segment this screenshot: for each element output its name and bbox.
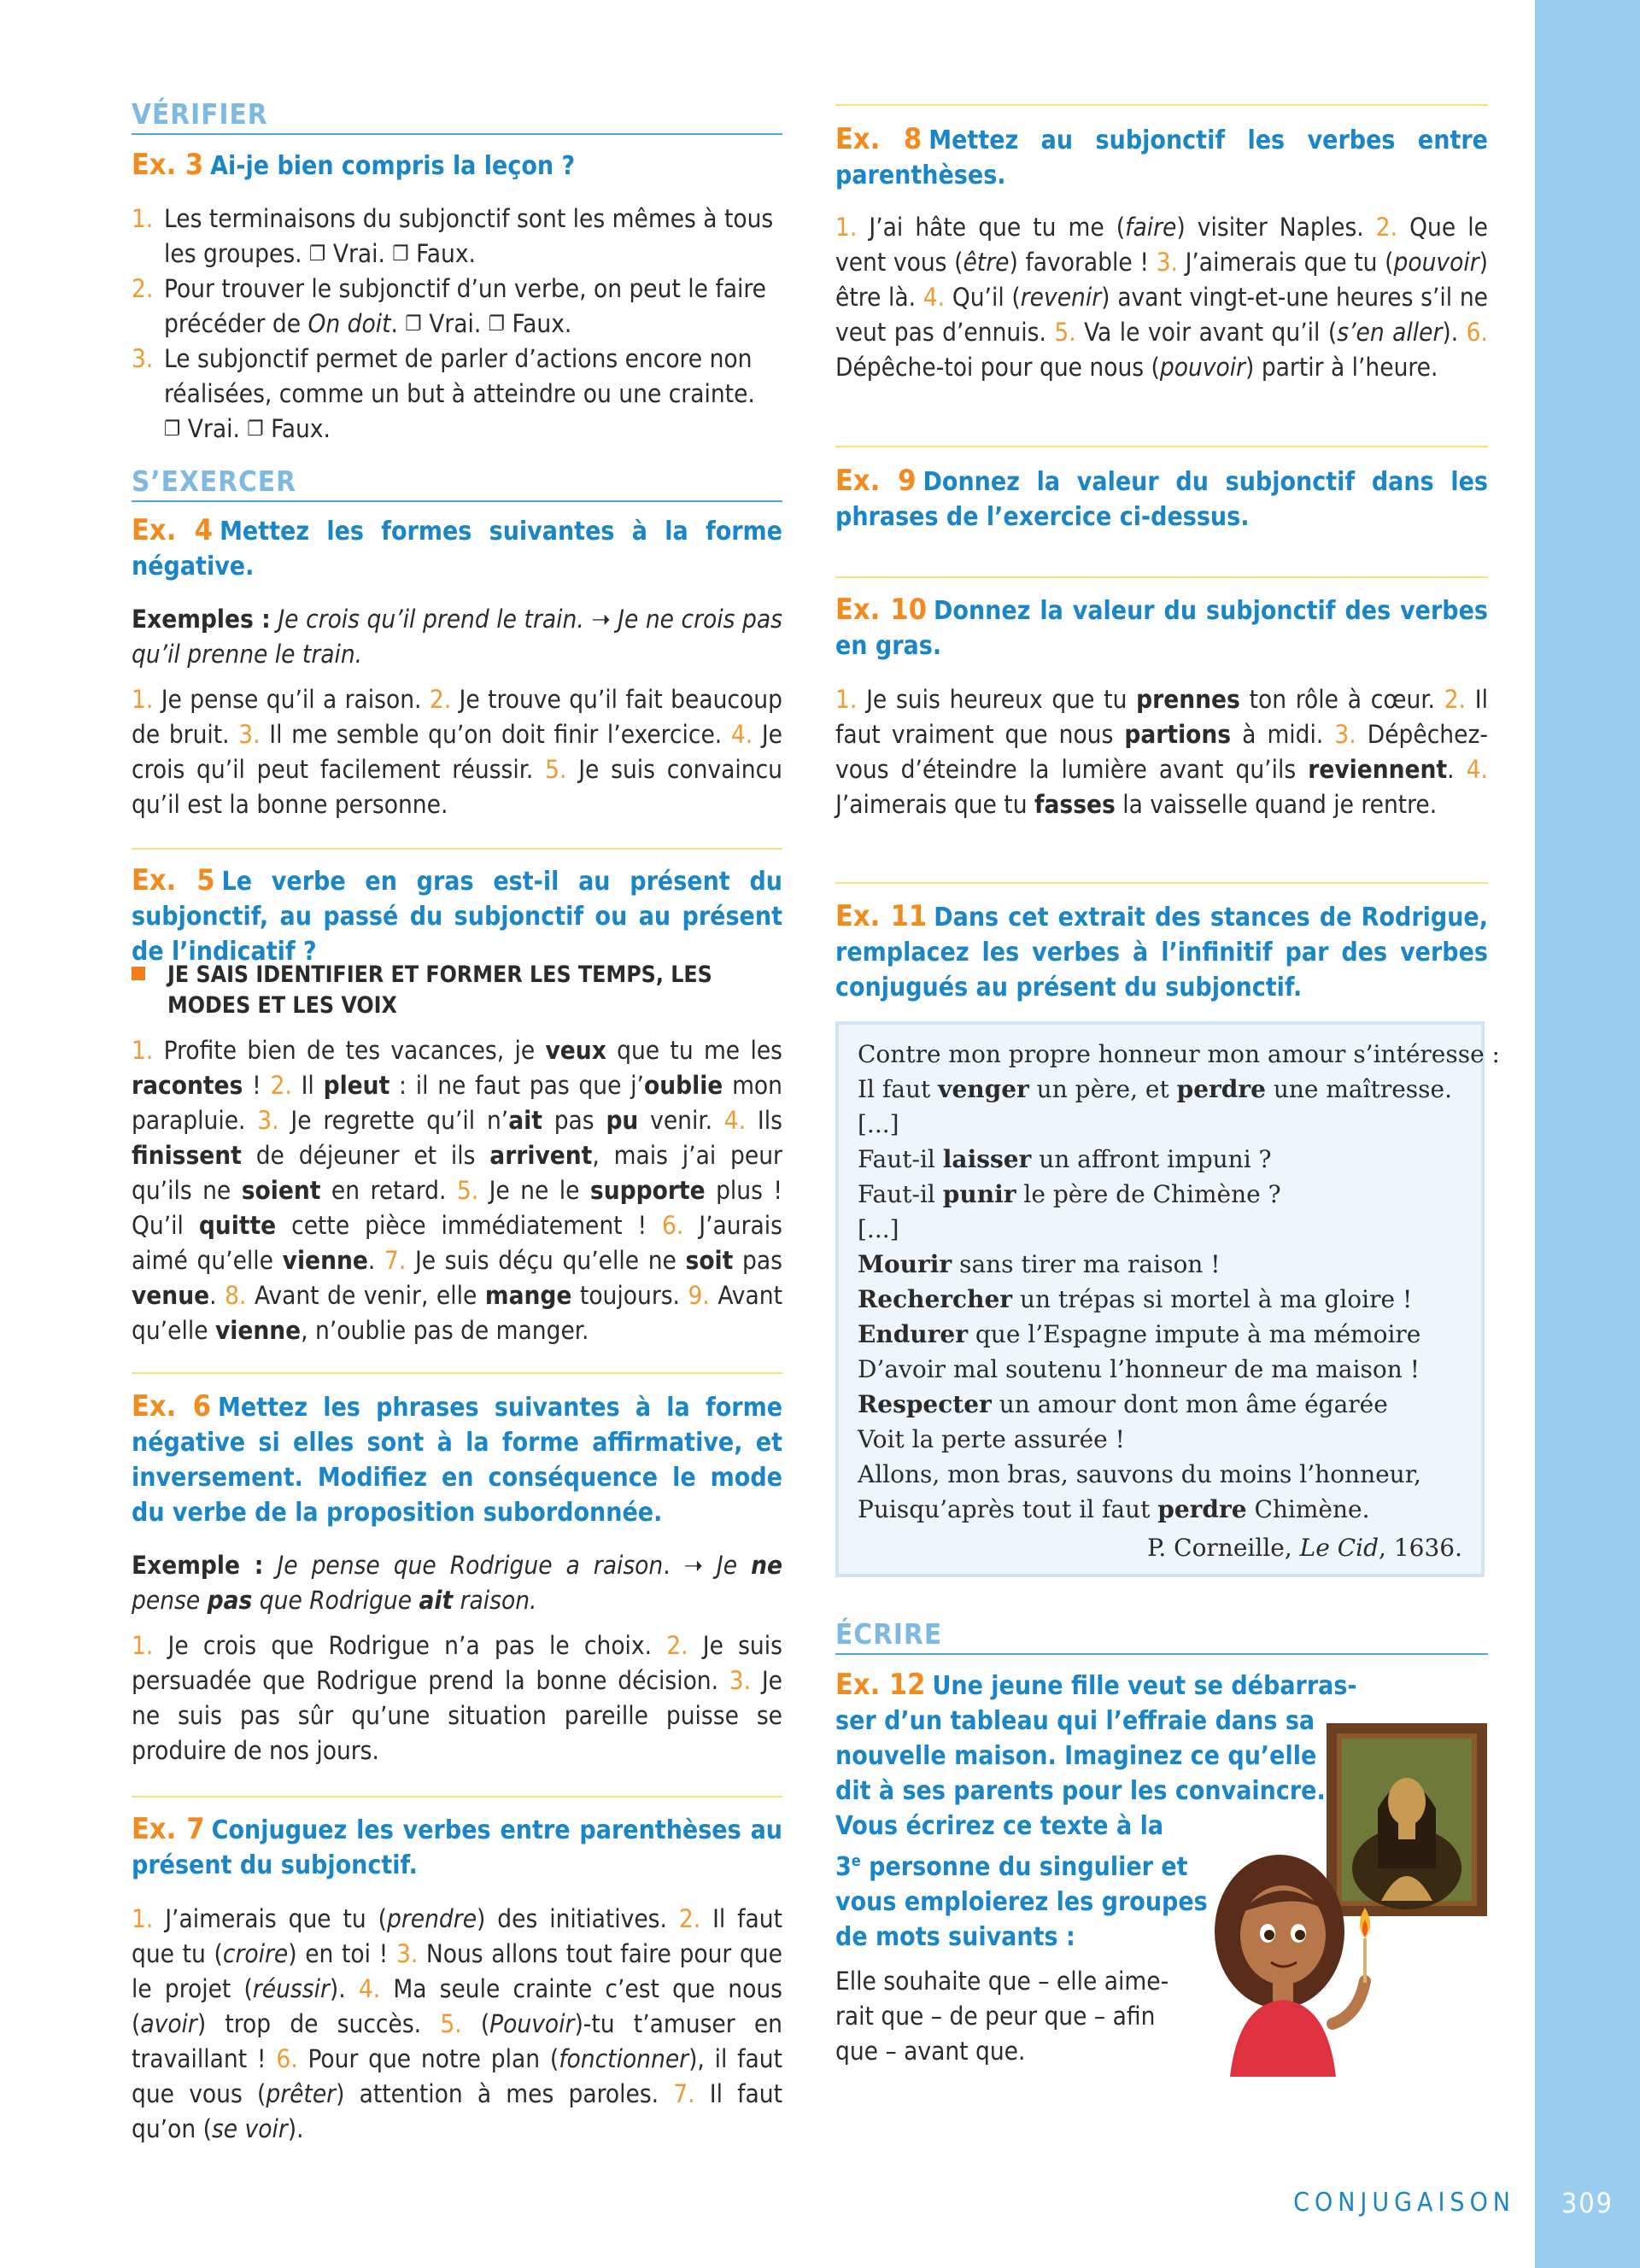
arrow-icon: ➝ (591, 605, 611, 634)
ex5-heading: Ex. 5 Le verbe en gras est-il au présent du subjonctif, au passé du subjonctif ou au présent de l’indicatif ? (132, 863, 782, 967)
ex7-sentences: 1. J’aimerais que tu (prendre) des initiatives. 2. Il faut que tu (croire) en toi ! 3. Nous allons tout faire pour que le projet (réussir). 4. Ma seule crainte c’est que nous (avoir) trop de succès. 5. (Pouvoir)-tu t’amuser en travaillant ! 6. Pour que notre plan (fonctionner), il faut que vous (prêter) attention à mes paroles. 7. Il faut qu’on (se voir). (132, 1904, 782, 2143)
ex12-heading: Ex. 12 Une jeune fille veut se débarras- ser d’un tableau qui l’effraie dans sa nouvelle maison. Imaginez ce qu’elle dit à ses parents pour les convaincre. Vous écrirez ce texte à la 3e personne du singulier et vous emploierez les groupes de mots suivants : (835, 1668, 1357, 1952)
ex11-heading: Ex. 11 Dans cet extrait des stances de Rodrigue, remplacez les verbes à l’infinitif par des verbes conjugués au présent du subjonctif. (835, 899, 1488, 1002)
checkbox-icon[interactable]: ❐ (309, 242, 326, 266)
ex7-heading: Ex. 7 Conjuguez les verbes entre parenthèses au présent du subjonctif. (132, 1812, 782, 1880)
ex3-title: Ai-je bien compris la leçon ? (210, 151, 576, 181)
ex4-heading: Ex. 4 Mettez les formes suivantes à la forme négative. (132, 513, 782, 582)
ex5-sentences: 1. Profite bien de tes vacances, je veux que tu me les racontes ! 2. Il pleut : il ne faut pas que j’oublie mon parapluie. 3. Je regrette qu’il n’ait pas pu venir. 4. Ils finissent de déjeuner et ils arrivent, mais j’ai peur qu’ils ne soient en retard. 5. Je ne le supporte plus ! Qu’il quitte cette pièce immédiatement ! 6. J’aurais aimé qu’elle vienne. 7. Je suis déçu qu’elle ne soit pas venue. 8. Avant de venir, elle mange toujours. 9. Avant qu’elle vienne, n’oublie pas de manger. (132, 1036, 782, 1345)
ex10-sentences: 1. Je suis heureux que tu prennes ton rôle à cœur. 2. Il faut vraiment que nous partions à midi. 3. Dépêchez-vous d’éteindre la lumière avant qu’ils reviennent. 4. J’aimerais que tu fasses la vaisselle quand je rentre. (835, 685, 1488, 819)
divider (835, 882, 1488, 884)
ex8-sentences: 1. J’ai hâte que tu me (faire) visiter Naples. 2. Que le vent vous (être) favorable ! 3. J’aimerais que tu (pouvoir) être là. 4. Qu’il (revenir) avant vingt-et-une heures s’il ne veut pas d’ennuis. 5. Va le voir avant qu’il (s’en aller). 6. Dépêche-toi pour que nous (pouvoir) partir à l’heure. (835, 213, 1488, 382)
checkbox-icon[interactable]: ❐ (405, 312, 422, 336)
ex12-word-groups: Elle souhaite que – elle aime- rait que – de peur que – afin que – avant que. (835, 1967, 1169, 2066)
checkbox-icon[interactable]: ❐ (164, 417, 181, 441)
ex6-example: Exemple : Je pense que Rodrigue a raison. ➝ Je ne pense pas que Rodrigue ait raison. (132, 1551, 782, 1615)
ex4-example: Exemples : Je crois qu’il prend le train. ➝ Je ne crois pas qu’il prenne le train. (132, 605, 782, 669)
divider (835, 104, 1488, 106)
checkbox-icon[interactable]: ❐ (488, 312, 506, 336)
ex10-heading: Ex. 10 Donnez la valeur du subjonctif des verbes en gras. (835, 593, 1488, 661)
poem-source: P. Corneille, Le Cid, 1636. (1147, 1534, 1462, 1562)
arrow-icon: ➝ (683, 1551, 703, 1580)
ex3-item-1: 1. Les terminaisons du subjonctif sont les mêmes à tous les groupes. ❐ Vrai. ❐ Faux. (132, 204, 774, 268)
ex3-item-2: 2. Pour trouver le subjonctif d’un verbe, on peut le faire précéder de On doit. ❐ Vrai. ❐ Faux. (132, 274, 766, 338)
ex9-heading: Ex. 9 Donnez la valeur du subjonctif dans les phrases de l’exercice ci-dessus. (835, 464, 1489, 532)
divider (835, 446, 1488, 447)
divider (132, 1796, 782, 1797)
divider (835, 576, 1488, 578)
ex8-heading: Ex. 8 Mettez au subjonctif les verbes entre parenthèses. (835, 122, 1488, 190)
ex6-sentences: 1. Je crois que Rodrigue n’a pas le choix. 2. Je suis persuadée que Rodrigue prend la bonne décision. 3. Je ne suis pas sûr qu’une situation pareille puisse se produire de nos jours. (132, 1631, 782, 1765)
ex6-heading: Ex. 6 Mettez les phrases suivantes à la forme négative si elles sont à la forme affirmative, et inversement. Modifiez en conséquence le mode du verbe de la proposition subordonnée. (132, 1389, 783, 1528)
section-title-ecrire: ÉCRIRE (835, 1617, 1488, 1655)
page-margin-band (1535, 0, 1640, 2268)
footer-separator (1524, 2188, 1526, 2218)
divider (132, 1372, 782, 1374)
poem-extract-box: Contre mon propre honneur mon amour s’intéresse : Il faut venger un père, et perdre une maîtresse. [...] Faut-il laisser un affront impuni ? Faut-il punir le père de Chimène ? [...] Mourir sans tirer ma raison ! Rechercher un trépas si mortel à ma gloire ! Endurer que l’Espagne impute à ma mémoire D’avoir mal soutenu l’honneur de ma maison ! Respecter un amour dont mon âme égarée Voit la perte assurée ! Allons, mon bras, sauvons du moins l’honneur, Puisqu’après tout il faut perdre Chimène. P. Corneille, Le Cid, 1636. (835, 1021, 1485, 1577)
ex3-item-3: 3. Le subjonctif permet de parler d’actions encore non réalisées, comme un but à atteindre ou une crainte. ❐ Vrai. ❐ Faux. (132, 344, 755, 443)
girl-illustration (1204, 1853, 1401, 2077)
checkbox-icon[interactable]: ❐ (247, 417, 264, 441)
ex4-sentences: 1. Je pense qu’il a raison. 2. Je trouve qu’il fait beaucoup de bruit. 3. Il me semble qu’on doit finir l’exercice. 4. Je crois qu’il peut facilement réussir. 5. Je suis convaincu qu’il est la bonne personne. (132, 685, 783, 819)
ex3-heading (132, 148, 782, 184)
skill-note: JE SAIS IDENTIFIER ET FORMER LES TEMPS, LES MODES ET LES VOIX (132, 960, 782, 1021)
square-bullet-icon (132, 967, 145, 980)
footer-section-label: CONJUGAISON (1293, 2188, 1515, 2218)
ex3-number: Ex. 3 (132, 148, 204, 182)
divider (132, 848, 782, 850)
section-title-sexercer: S’EXERCER (132, 465, 782, 502)
section-title-verifier: VÉRIFIER (132, 97, 782, 135)
checkbox-icon[interactable]: ❐ (392, 242, 409, 266)
ex3-list (132, 202, 782, 447)
page-number: 309 (1561, 2187, 1614, 2219)
